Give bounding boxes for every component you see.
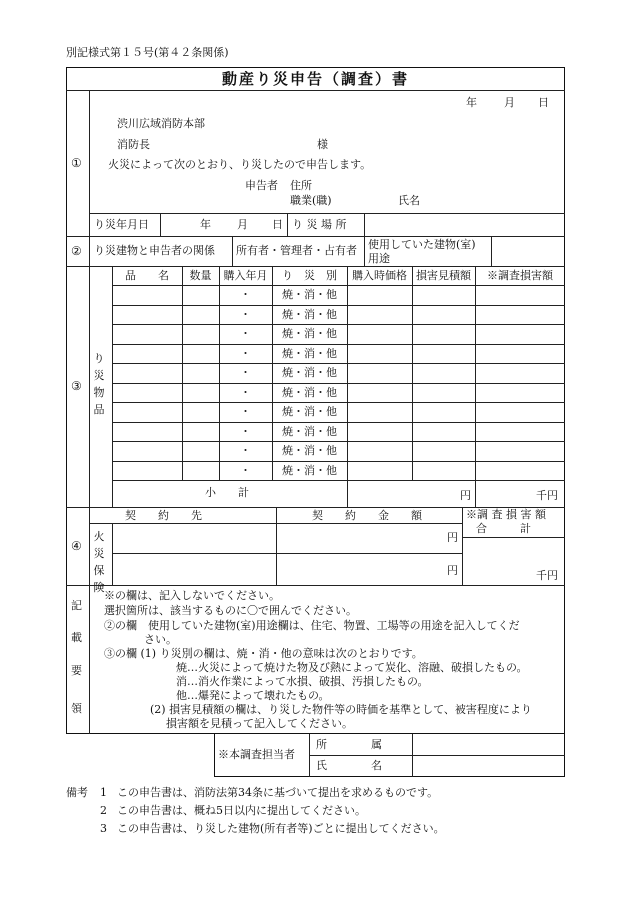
- disaster-type-options[interactable]: 焼・消・他: [282, 463, 337, 477]
- section-1-number: ①: [71, 156, 82, 170]
- purchase-date-dot: ・: [240, 405, 251, 418]
- section-4-side-label: 火 災 保 険: [93, 530, 105, 595]
- column-header: 購入年月: [223, 269, 268, 282]
- purchase-date-dot: ・: [240, 463, 251, 477]
- column-header: ※調査損害額: [487, 269, 553, 282]
- column-header: 数量: [189, 269, 212, 282]
- disaster-type-options[interactable]: 焼・消・他: [282, 424, 337, 438]
- remarks-label: 備考: [66, 786, 88, 799]
- column-header: 購入時価格: [352, 269, 407, 282]
- relation-options[interactable]: 所有者・管理者・占有者: [236, 244, 357, 257]
- section-3-number: ③: [71, 379, 82, 393]
- purchase-date-dot: ・: [240, 424, 251, 438]
- org-name: 渋川広域消防本部: [117, 117, 205, 130]
- subtotal-label: 小 計: [205, 486, 249, 499]
- section-4-number: ④: [71, 539, 82, 553]
- form-code: 別記様式第１５号(第４２条関係): [66, 46, 229, 59]
- purchase-date-dot: ・: [240, 288, 251, 301]
- purchase-date-dot: ・: [240, 307, 251, 321]
- disaster-type-options[interactable]: 焼・消・他: [282, 288, 337, 301]
- purchase-date-dot: ・: [240, 366, 251, 379]
- disaster-type-options[interactable]: 焼・消・他: [282, 327, 337, 340]
- disaster-date-label: り災年月日: [94, 218, 149, 231]
- disaster-type-options[interactable]: 焼・消・他: [282, 405, 337, 418]
- staff-label: ※本調査担当者: [218, 748, 295, 761]
- column-header: 品 名: [125, 269, 169, 282]
- disaster-type-options[interactable]: 焼・消・他: [282, 366, 337, 379]
- disaster-type-options[interactable]: 焼・消・他: [282, 444, 337, 457]
- section-3-side-label: り 災 物 品: [93, 352, 105, 417]
- purchase-date-dot: ・: [240, 327, 251, 340]
- form-title: 動産り災申告（調査）書: [221, 70, 409, 88]
- column-header: 損害見積額: [416, 269, 471, 282]
- purchase-date-dot: ・: [240, 385, 251, 399]
- statement: 火災によって次のとおり、り災したので申告します。: [108, 158, 372, 171]
- section-2-number: ②: [71, 244, 82, 258]
- disaster-place-label: り 災 場 所: [292, 218, 347, 231]
- purchase-date-dot: ・: [240, 346, 251, 360]
- purchase-date-dot: ・: [240, 444, 251, 457]
- column-header: り 災 別: [282, 269, 337, 282]
- disaster-type-options[interactable]: 焼・消・他: [282, 307, 337, 321]
- disaster-type-options[interactable]: 焼・消・他: [282, 385, 337, 399]
- disaster-type-options[interactable]: 焼・消・他: [282, 346, 337, 360]
